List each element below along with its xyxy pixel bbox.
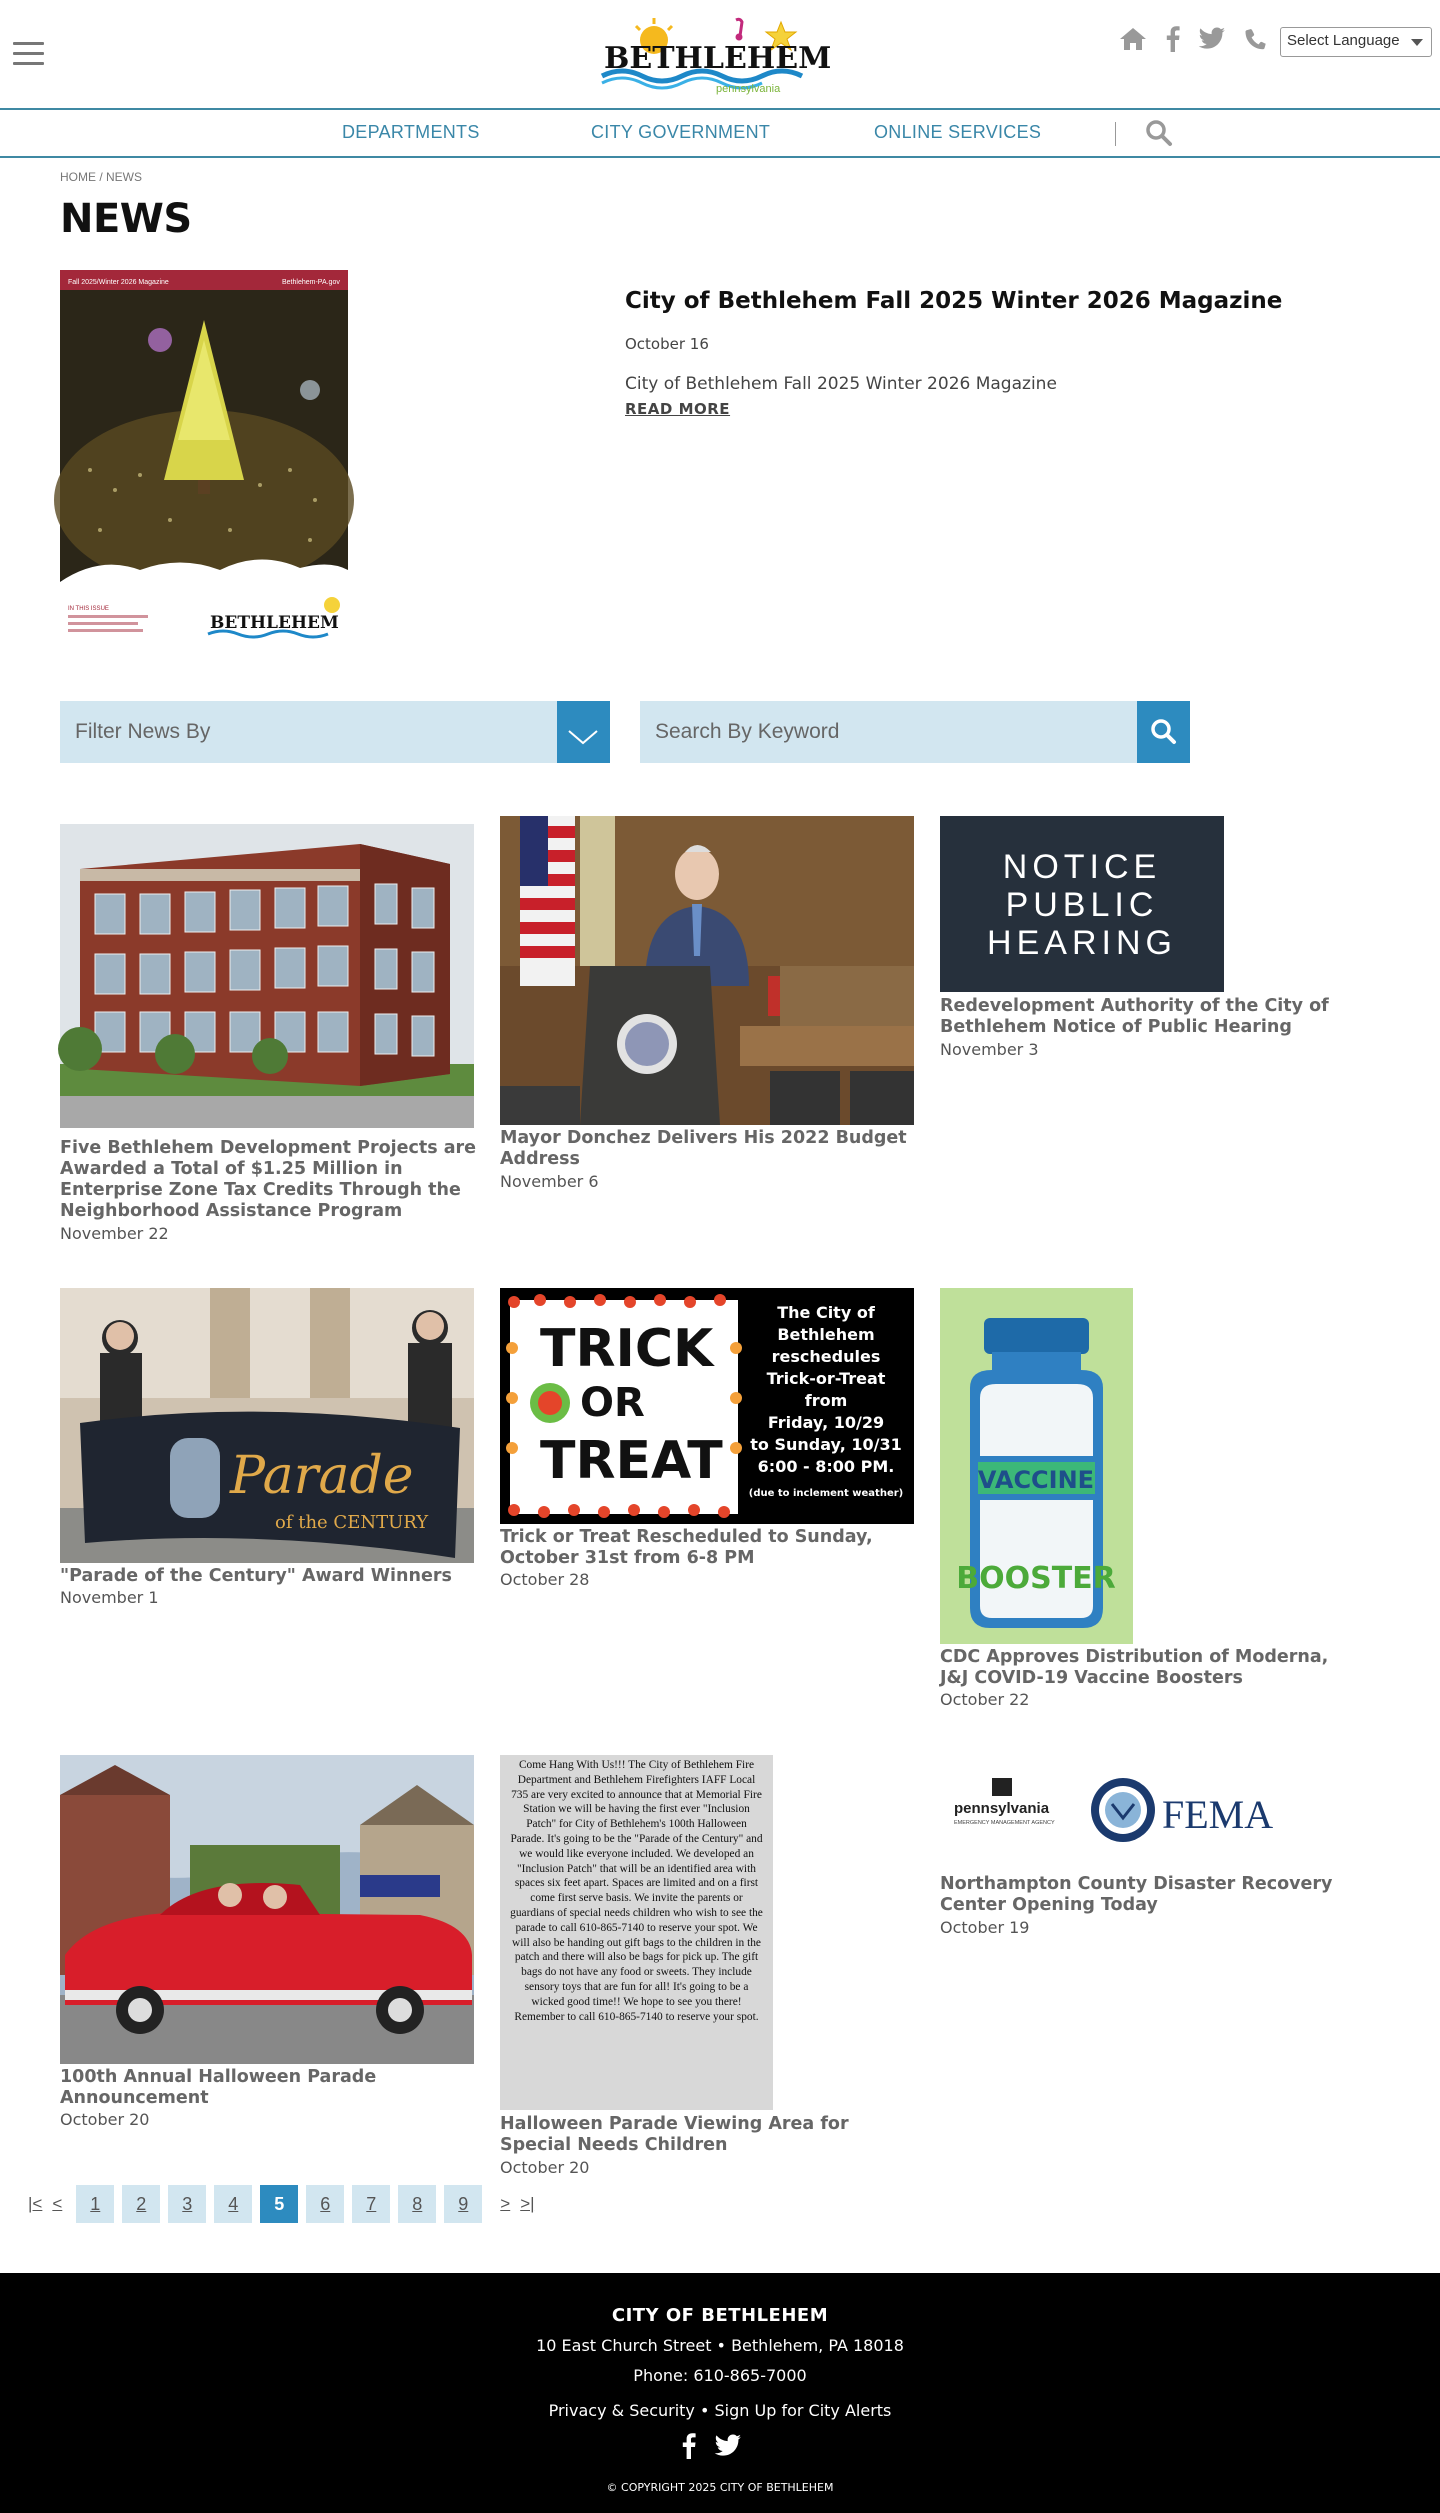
pagination-page-3[interactable]: 3 [168, 2185, 206, 2223]
news-date-parade-winners: November 1 [60, 1588, 159, 1607]
nav-city-government[interactable]: CITY GOVERNMENT [591, 122, 771, 142]
news-date-public-hearing: November 3 [940, 1040, 1039, 1059]
news-title-special-needs-viewing[interactable]: Halloween Parade Viewing Area for Special Needs Children [500, 2114, 849, 2155]
parade-banner-title: Parade [230, 1446, 414, 1506]
news-image-halloween-parade[interactable] [60, 1755, 474, 2064]
public-hearing-image-line3: HEARING [987, 924, 1177, 962]
trick-notice-line5: from [804, 1391, 848, 1410]
trick-notice-line3: reschedules [771, 1347, 881, 1366]
search-icon[interactable] [1145, 119, 1173, 147]
pagination-page-9[interactable]: 9 [444, 2185, 482, 2223]
pagination-page-2[interactable]: 2 [122, 2185, 160, 2223]
facebook-icon[interactable] [1166, 26, 1180, 52]
pagination-page-8[interactable]: 8 [398, 2185, 436, 2223]
featured-description: City of Bethlehem Fall 2025 Winter 2026 Magazine [625, 374, 1057, 394]
trick-or-treat-image-line3: TREAT [540, 1431, 723, 1491]
news-title-vaccine-boosters[interactable]: CDC Approves Distribution of Moderna, J&J COVID-19 Vaccine Boosters [940, 1647, 1329, 1688]
news-date-halloween-parade: October 20 [60, 2110, 150, 2129]
news-title-budget-address[interactable]: Mayor Donchez Delivers His 2022 Budget Address [500, 1128, 907, 1169]
page-title: NEWS [60, 196, 192, 242]
filter-news-dropdown[interactable] [60, 701, 610, 763]
language-select-value: Select Language [1287, 32, 1400, 49]
news-image-budget-address[interactable] [500, 816, 914, 1125]
logo-text: BETHLEHEM [604, 41, 832, 76]
pagination-prev[interactable]: < [52, 2194, 63, 2213]
footer-address: 10 East Church Street • Bethlehem, PA 18018 [536, 2336, 904, 2355]
phone-icon[interactable] [1244, 27, 1268, 51]
filter-placeholder: Filter News By [75, 720, 211, 743]
twitter-icon[interactable] [714, 2434, 742, 2458]
featured-image-header-left: Fall 2025/Winter 2026 Magazine [68, 279, 169, 286]
featured-date: October 16 [625, 335, 709, 353]
trick-notice-line4: Trick-or-Treat [766, 1369, 886, 1388]
chevron-down-icon [1411, 39, 1423, 46]
pagination-page-5-current[interactable]: 5 [260, 2185, 298, 2223]
search-icon [1137, 701, 1190, 763]
pagination-page-4[interactable]: 4 [214, 2185, 252, 2223]
footer-links [0, 2401, 1440, 2420]
language-select[interactable] [1280, 27, 1432, 57]
news-image-inclusion-patch[interactable] [500, 1755, 773, 2110]
nav-departments[interactable]: DEPARTMENTS [342, 122, 480, 142]
bethlehem-logo[interactable] [596, 12, 832, 95]
featured-image-footer-label: IN THIS ISSUE [68, 606, 109, 612]
news-image-trick-or-treat[interactable] [500, 1288, 914, 1524]
news-title-disaster-recovery[interactable]: Northampton County Disaster Recovery Center Opening Today [940, 1874, 1333, 1915]
trick-or-treat-image-line1: TRICK [540, 1319, 714, 1379]
featured-image[interactable] [60, 270, 348, 643]
pagination-page-1[interactable]: 1 [76, 2185, 114, 2223]
chevron-down-icon [557, 701, 610, 763]
nav-online-services[interactable]: ONLINE SERVICES [874, 122, 1042, 142]
footer-privacy-link[interactable]: Privacy & Security [548, 2401, 695, 2420]
facebook-icon[interactable] [682, 2433, 696, 2459]
search-submit-button[interactable] [1137, 701, 1190, 763]
parade-banner-subtitle: of the CENTURY [275, 1512, 429, 1533]
pagination-page-7[interactable]: 7 [352, 2185, 390, 2223]
trick-notice-line6: Friday, 10/29 [767, 1413, 885, 1432]
news-date-development-projects: November 22 [60, 1224, 169, 1243]
home-icon[interactable] [1118, 26, 1148, 52]
news-image-public-hearing[interactable] [940, 816, 1224, 992]
featured-image-header-right: Bethlehem-PA.gov [282, 279, 340, 286]
keyword-search [640, 701, 1190, 763]
news-date-special-needs-viewing: October 20 [500, 2158, 590, 2177]
news-image-parade-winners[interactable] [60, 1288, 474, 1563]
pagination [28, 2185, 545, 2223]
news-title-public-hearing[interactable]: Redevelopment Authority of the City of Bethlehem Notice of Public Hearing [940, 996, 1329, 1037]
footer-phone: Phone: 610-865-7000 [633, 2366, 807, 2385]
trick-or-treat-image-line2: OR [580, 1380, 645, 1426]
pema-logo-text: pennsylvania [954, 1800, 1050, 1817]
news-date-disaster-recovery: October 19 [940, 1918, 1030, 1937]
news-title-parade-winners[interactable]: "Parade of the Century" Award Winners [60, 1566, 452, 1586]
news-date-budget-address: November 6 [500, 1172, 599, 1191]
fema-logo-text: FEMA [1162, 1792, 1274, 1837]
logo-subtext: pennsylvania [716, 83, 781, 95]
filter-toggle-button[interactable] [557, 701, 610, 763]
news-image-pema-fema[interactable] [940, 1762, 1280, 1860]
keyword-search-input[interactable] [640, 701, 1137, 763]
breadcrumb-home[interactable]: HOME [60, 170, 96, 184]
footer-copyright: © COPYRIGHT 2025 CITY OF BETHLEHEM [606, 2481, 834, 2494]
featured-image-logo: BETHLEHEM [210, 613, 339, 633]
nav-divider [1115, 122, 1116, 146]
footer-link-separator: • [694, 2401, 715, 2420]
breadcrumb-current: NEWS [106, 170, 143, 184]
booster-image-label: BOOSTER [956, 1561, 1116, 1596]
site-header [0, 0, 1440, 108]
pagination-first[interactable]: |< [28, 2194, 43, 2213]
news-date-vaccine-boosters: October 22 [940, 1690, 1030, 1709]
twitter-icon[interactable] [1198, 27, 1226, 51]
news-date-trick-or-treat: October 28 [500, 1570, 590, 1589]
trick-notice-line1: The City of [777, 1303, 875, 1322]
trick-notice-line2: Bethlehem [777, 1325, 875, 1344]
pagination-next[interactable]: > [500, 2194, 511, 2213]
read-more-link[interactable]: READ MORE [625, 400, 731, 418]
news-title-halloween-parade[interactable]: 100th Annual Halloween Parade Announcement [60, 2067, 377, 2108]
news-title-development-projects[interactable]: Five Bethlehem Development Projects are Awarded a Total of $1.25 Million in Enterprise Zone Tax Credits Through the Neighborhood Assistance Program [60, 1138, 477, 1221]
menu-icon[interactable] [13, 42, 44, 66]
site-footer [0, 2273, 1440, 2513]
breadcrumb [60, 170, 142, 184]
inclusion-patch-flyer-text: Come Hang With Us!!! The City of Bethlehem Fire Department and Bethlehem Firefighters IAFF Local 735 are very excited to announce that at Memorial Fire Station we will be having the first ever "Inclusion Patch" for City of Bethlehem's 100th Halloween Parade. It's going to be the "Parade of the Century" and we would like everyone included. We developed an "Inclusion Patch" that will be an identified area with spaces six feet apart. Spaces are limited and on a first come first serve basis. We invite the parents or guardians of special needs children who wish to see the parade to call 610-865-7140 to reserve your spot. We will also be handing out gift bags to the children in the patch and there will also be bags for pick up. The gift bags do not have any food or sweets. They include sensory toys that are fun for all! It's going to be a wicked good time!! We hope to see you there! Remember to call 610-865-7140 to reserve your spot. [510, 1759, 763, 2023]
footer-city-alerts-link[interactable]: Sign Up for City Alerts [714, 2401, 892, 2420]
pagination-last[interactable]: >| [520, 2194, 535, 2213]
featured-title[interactable]: City of Bethlehem Fall 2025 Winter 2026 Magazine [625, 288, 1283, 314]
pema-logo-subtext: EMERGENCY MANAGEMENT AGENCY [954, 1820, 1055, 1826]
trick-notice-line7: to Sunday, 10/31 [750, 1435, 902, 1454]
pagination-page-6[interactable]: 6 [306, 2185, 344, 2223]
trick-notice-line8: 6:00 - 8:00 PM. [757, 1457, 895, 1476]
vaccine-image-label: VACCINE [977, 1466, 1095, 1494]
public-hearing-image-line2: PUBLIC [1005, 886, 1159, 924]
news-image-development-projects[interactable] [60, 824, 474, 1128]
trick-notice-note: (due to inclement weather) [748, 1488, 904, 1499]
news-image-vaccine-booster[interactable] [940, 1288, 1133, 1644]
footer-city-name: CITY OF BETHLEHEM [611, 2305, 829, 2326]
news-title-trick-or-treat[interactable]: Trick or Treat Rescheduled to Sunday, October 31st from 6-8 PM [500, 1527, 873, 1568]
breadcrumb-separator: / [96, 170, 107, 184]
public-hearing-image-line1: NOTICE [1002, 848, 1162, 886]
main-nav [0, 108, 1440, 158]
